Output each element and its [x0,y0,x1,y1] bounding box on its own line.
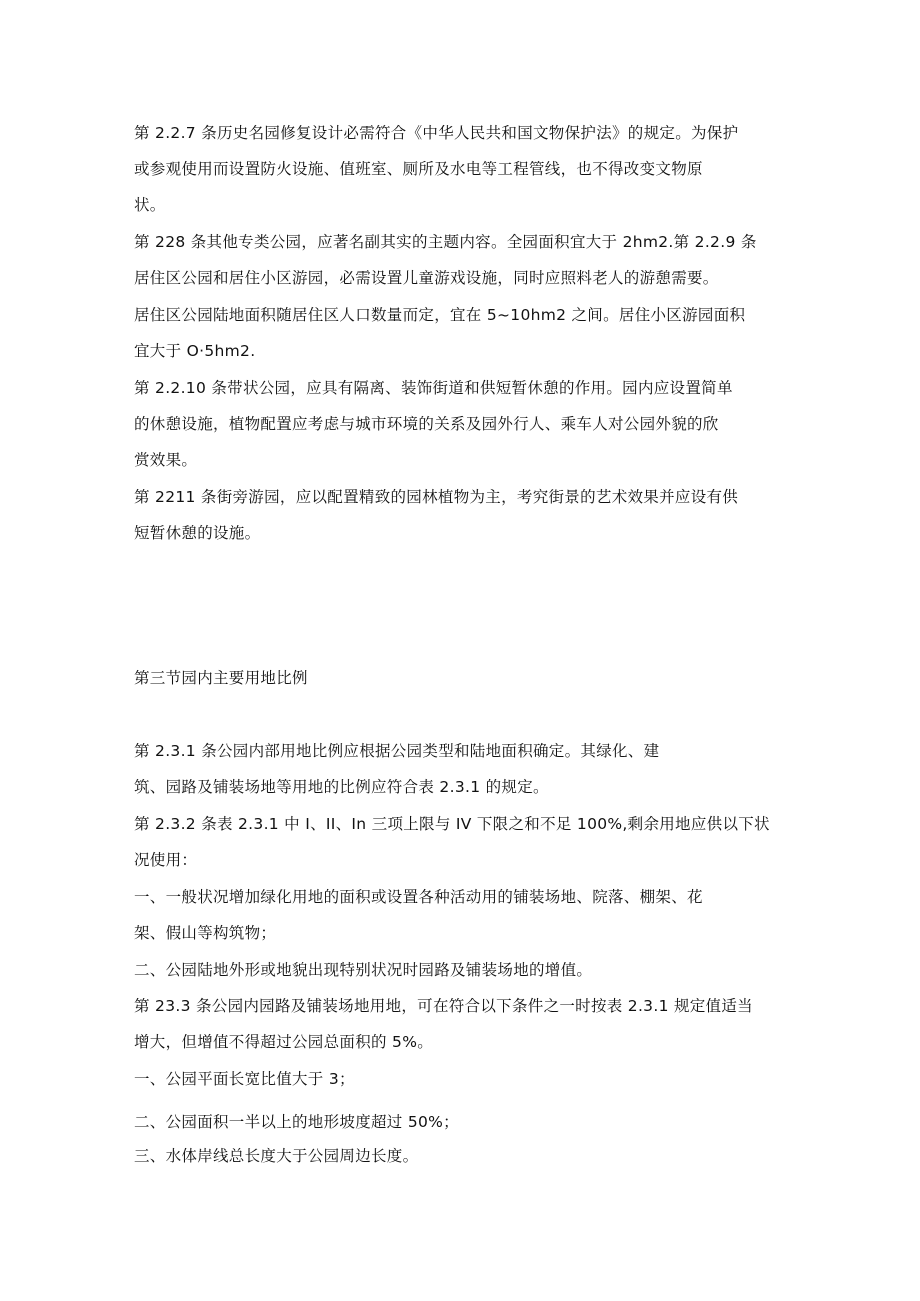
text-line: 三、水体岸线总长度大于公园周边长度。 [134,1147,419,1165]
text-line: 架、假山等构筑物； [134,924,277,942]
text-line: 第 2.3.2 条表 2.3.1 中 I、II、In 三项上限与 IV 下限之和不足 100%,剩余用地应供以下状 [134,815,770,833]
text-line: 筑、园路及铺装场地等用地的比例应符合表 2.3.1 的规定。 [134,778,549,796]
text-line: 第 228 条其他专类公园，应著名副其实的主题内容。全园面积宜大于 2hm2.第 2.2.9 条 [134,233,757,251]
text-line: 第 2.2.10 条带状公园，应具有隔离、装饰街道和供短暂休憩的作用。园内应设置简单 [134,379,733,397]
text-line: 一、公园平面长宽比值大于 3； [134,1070,355,1088]
text-line: 第 23.3 条公园内园路及铺装场地用地，可在符合以下条件之一时按表 2.3.1 规定值适当 [134,997,753,1015]
text-line: 第 2211 条街旁游园，应以配置精致的园林植物为主，考究街景的艺术效果并应设有供 [134,488,739,506]
text-line: 或参观使用而设置防火设施、值班室、厕所及水电等工程管线，也不得改变文物原 [134,160,703,178]
text-line: 状。 [134,196,166,214]
text-line: 短暂休憩的设施。 [134,524,261,542]
section-heading: 第三节园内主要用地比例 [134,669,308,687]
text-line: 一、一般状况增加绿化用地的面积或设置各种活动用的铺装场地、院落、棚架、花 [134,888,703,906]
text-line: 宜大于 O·5hm2. [134,342,256,360]
text-line: 居住区公园和居住小区游园，必需设置儿童游戏设施，同时应照料老人的游憩需要。 [134,269,719,287]
text-line: 的休憩设施，植物配置应考虑与城市环境的关系及园外行人、乘车人对公园外貌的欣 [134,415,719,433]
text-line: 居住区公园陆地面积随居住区人口数量而定，宜在 5~10hm2 之间。居住小区游园面积 [134,306,746,324]
text-line: 况使用： [134,851,198,869]
text-line: 第 2.3.1 条公园内部用地比例应根据公园类型和陆地面积确定。其绿化、建 [134,742,660,760]
text-line: 二、公园面积一半以上的地形坡度超过 50%； [134,1113,459,1131]
text-line: 第 2.2.7 条历史名园修复设计必需符合《中华人民共和国文物保护法》的规定。为保护 [134,124,739,142]
text-line: 二、公园陆地外形或地貌出现特别状况时园路及铺装场地的增值。 [134,961,593,979]
text-line: 增大，但增值不得超过公园总面积的 5%。 [134,1033,434,1051]
text-line: 赏效果。 [134,451,198,469]
